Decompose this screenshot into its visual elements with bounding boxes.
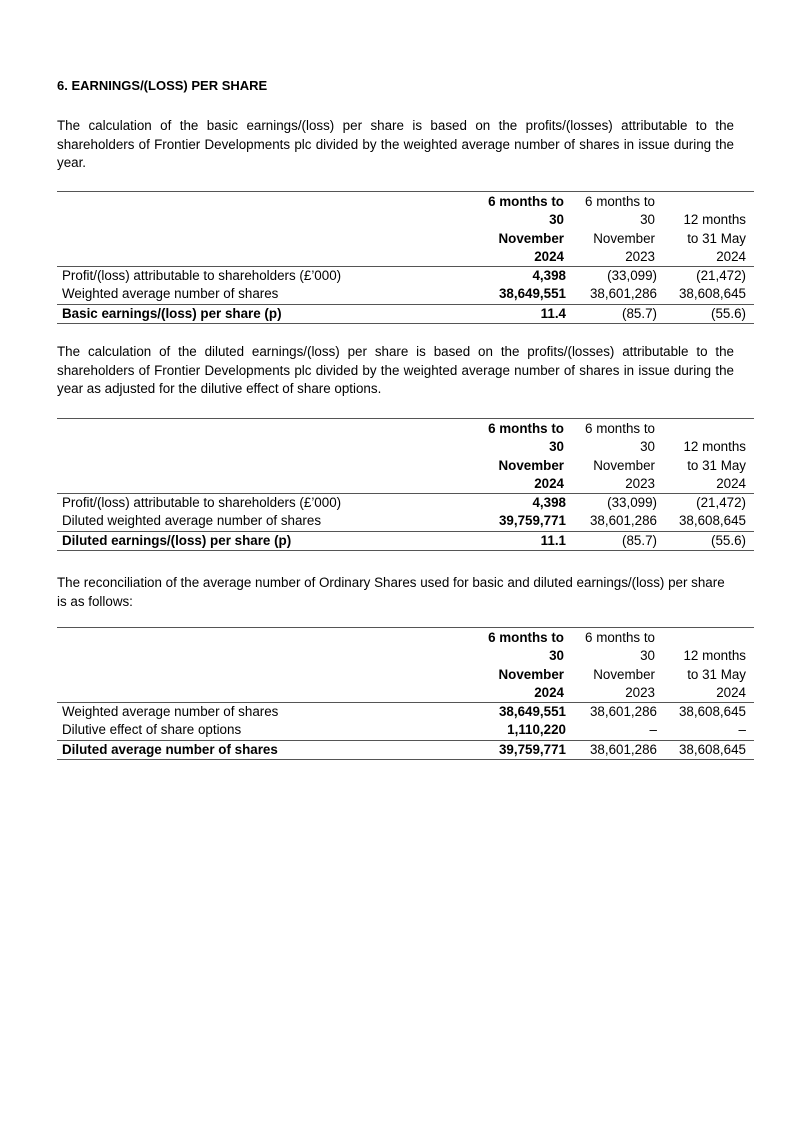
column-header-h1-2024: 6 months to 30 November 2024 (467, 192, 574, 267)
table-row (57, 703, 754, 722)
row-label: Weighted average number of shares (62, 704, 279, 720)
row-label: Profit/(loss) attributable to shareholders (£’000) (62, 495, 342, 511)
cell-value: – (738, 722, 746, 738)
column-header-fy-2024: 12 months to 31 May 2024 (665, 192, 754, 267)
table-header-row (57, 419, 754, 494)
cell-value: 38,608,645 (678, 513, 746, 529)
column-header-h1-2024: 6 months to 30 November 2024 (467, 419, 574, 494)
cell-value: (55.6) (665, 304, 754, 323)
table-row (57, 267, 754, 286)
row-label: Dilutive effect of share options (62, 722, 242, 738)
cell-value: (85.7) (574, 531, 665, 550)
cell-value: 38,601,286 (574, 740, 665, 759)
cell-value: (55.6) (665, 531, 754, 550)
table-total-row (57, 531, 754, 550)
diluted-eps-table (57, 418, 754, 551)
cell-value: 11.1 (467, 531, 574, 550)
cell-value: (33,099) (607, 495, 657, 511)
column-header-h1-2023: 6 months to 30 November 2023 (574, 628, 665, 703)
cell-value: 38,601,286 (589, 513, 657, 529)
row-label: Basic earnings/(loss) per share (p) (57, 304, 467, 323)
cell-value: 39,759,771 (467, 740, 574, 759)
column-header-h1-2023: 6 months to 30 November 2023 (574, 419, 665, 494)
cell-value: (85.7) (574, 304, 665, 323)
table-row (57, 512, 754, 531)
cell-value: (21,472) (696, 268, 746, 284)
basic-eps-table (57, 191, 754, 324)
cell-value: 1,110,220 (507, 722, 566, 738)
column-header-h1-2024: 6 months to 30 November 2024 (467, 628, 574, 703)
table-total-row (57, 304, 754, 323)
column-header-fy-2024: 12 months to 31 May 2024 (665, 628, 754, 703)
table-total-row (57, 740, 754, 759)
cell-value: 11.4 (467, 304, 574, 323)
cell-value: 38,601,286 (589, 704, 657, 720)
table-row (57, 494, 754, 513)
cell-value: – (649, 722, 657, 738)
row-label: Diluted average number of shares (57, 740, 467, 759)
row-label: Profit/(loss) attributable to shareholders (£’000) (62, 268, 342, 284)
cell-value: 38,608,645 (678, 704, 746, 720)
cell-value: 38,649,551 (498, 704, 566, 720)
basic-eps-paragraph: The calculation of the basic earnings/(loss) per share is based on the profits/(losses) attributable to the shareholders of Frontier Developments plc divided by the weighted average number of shares in issue during the year. (57, 118, 734, 171)
table-row (57, 285, 754, 304)
diluted-eps-paragraph: The calculation of the diluted earnings/(loss) per share is based on the profits/(losses) attributable to the shareholders of Frontier Developments plc divided by the weighted average number of shares in issue during the year as adjusted for the dilutive effect of share options. (57, 344, 734, 397)
cell-value: (33,099) (607, 268, 657, 284)
reconciliation-table (57, 627, 754, 760)
cell-value: 38,608,645 (678, 286, 746, 302)
cell-value: 39,759,771 (498, 513, 566, 529)
row-label: Weighted average number of shares (62, 286, 279, 302)
section-title: 6. EARNINGS/(LOSS) PER SHARE (57, 78, 268, 93)
table-header-row (57, 192, 754, 267)
reconciliation-paragraph: The reconciliation of the average number of Ordinary Shares used for basic and diluted earnings/(loss) per share is as follows: (57, 575, 725, 609)
cell-value: 4,398 (532, 495, 566, 511)
cell-value: 38,649,551 (498, 286, 566, 302)
cell-value: 4,398 (532, 268, 566, 284)
column-header-h1-2023: 6 months to 30 November 2023 (574, 192, 665, 267)
cell-value: 38,601,286 (589, 286, 657, 302)
row-label: Diluted earnings/(loss) per share (p) (57, 531, 467, 550)
column-header-fy-2024: 12 months to 31 May 2024 (665, 419, 754, 494)
cell-value: (21,472) (696, 495, 746, 511)
table-row (57, 721, 754, 740)
row-label: Diluted weighted average number of shares (62, 513, 322, 529)
cell-value: 38,608,645 (665, 740, 754, 759)
table-header-row (57, 628, 754, 703)
